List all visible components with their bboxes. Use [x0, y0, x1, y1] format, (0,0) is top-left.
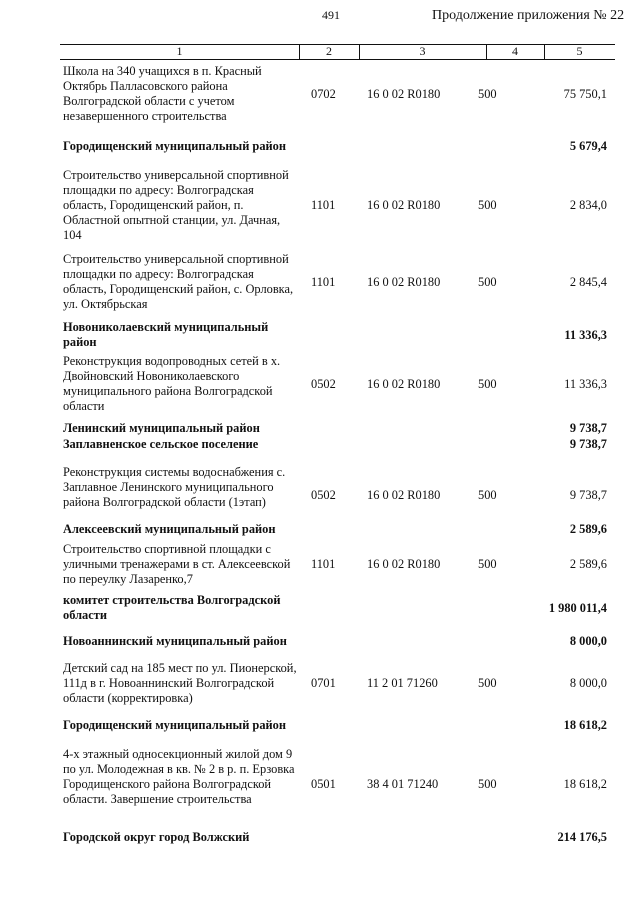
expense-type-code: 500: [478, 198, 497, 212]
section-code: 0702: [311, 86, 336, 101]
group-name: Городищенский муниципальный район: [63, 139, 286, 153]
item-name: Детский сад на 185 мест по ул. Пионерской, 111д в г. Новоаннинский Волгоградской области (корректировка): [63, 661, 297, 705]
column-header-4: 4: [512, 44, 518, 58]
amount-value: 2 589,6: [569, 522, 607, 536]
amount-value: 1 980 011,4: [548, 600, 607, 615]
amount-value: 75 750,1: [563, 86, 607, 101]
section-code: 1101: [311, 557, 336, 571]
amount-value: 9 738,7: [569, 437, 607, 451]
section-code: 0701: [311, 676, 336, 690]
column-header-1: 1: [176, 44, 183, 58]
expense-type-code: 500: [478, 777, 497, 791]
target-article-code: 16 0 02 R0180: [367, 557, 441, 571]
expense-type-code: 500: [478, 676, 497, 690]
amount-value: 2 589,6: [569, 557, 607, 571]
item-name: Строительство универсальной спортивной площадки по адресу: Волгоградская область, Городищенский район, п. Областной опытной станции, ул. Дачная, 104: [63, 168, 289, 242]
target-article-code: 16 0 02 R0180: [367, 376, 441, 391]
section-code: 0502: [311, 376, 336, 391]
column-header-3: 3: [419, 44, 426, 58]
item-name: Строительство спортивной площадки с уличными тренажерами в ст. Алексеевской по переулку Лазаренко,7: [63, 542, 291, 586]
section-code: 0501: [311, 777, 336, 791]
expense-type-code: 500: [478, 557, 497, 571]
page-number: 491: [322, 8, 340, 22]
amount-value: 2 845,4: [569, 274, 607, 289]
target-article-code: 16 0 02 R0180: [367, 487, 441, 502]
section-code: 0502: [311, 487, 336, 502]
group-name: Алексеевский муниципальный район: [63, 522, 276, 536]
expense-type-code: 500: [478, 274, 497, 289]
amount-value: 18 618,2: [563, 718, 607, 732]
group-name: Ленинский муниципальный район: [63, 421, 260, 435]
expense-type-code: 500: [478, 487, 497, 502]
expense-type-code: 500: [478, 86, 497, 101]
group-name: Новониколаевский муниципальный район: [63, 320, 269, 349]
amount-value: 8 000,0: [569, 634, 607, 648]
item-name: 4-х этажный односекционный жилой дом 9 по ул. Молодежная в кв. № 2 в р. п. Ерзовка Городищенского района Волгоградской области. Завершение строительства: [63, 747, 295, 806]
section-code: 1101: [311, 198, 336, 212]
target-article-code: 38 4 01 71240: [367, 777, 439, 791]
amount-value: 8 000,0: [569, 676, 607, 690]
target-article-code: 16 0 02 R0180: [367, 274, 441, 289]
group-name: Новоаннинский муниципальный район: [63, 634, 287, 648]
amount-value: 214 176,5: [557, 830, 607, 844]
amount-value: 9 738,7: [569, 421, 607, 435]
item-name: Реконструкция водопроводных сетей в х. Двойновский Новониколаевского муниципального района Волгоградской области: [63, 354, 281, 413]
section-code: 1101: [311, 274, 336, 289]
expense-type-code: 500: [478, 376, 497, 391]
amount-value: 11 336,3: [564, 376, 607, 391]
item-name: Реконструкция системы водоснабжения с. Заплавное Ленинского муниципального района Волгоградской области (1этап): [63, 465, 286, 509]
group-name: комитет строительства Волгоградской области: [63, 593, 281, 622]
group-name: Городской округ город Волжский: [63, 830, 250, 844]
target-article-code: 16 0 02 R0180: [367, 86, 441, 101]
amount-value: 18 618,2: [563, 777, 607, 791]
target-article-code: 11 2 01 71260: [367, 676, 438, 690]
item-name: Строительство универсальной спортивной площадки по адресу: Волгоградская область, Городищенский район, с. Орловка, ул. Октябрьская: [63, 252, 294, 311]
group-name: Заплавненское сельское поселение: [63, 437, 259, 451]
column-number-header: [60, 44, 615, 60]
amount-value: 2 834,0: [569, 198, 607, 212]
group-name: Городищенский муниципальный район: [63, 718, 286, 732]
amount-value: 9 738,7: [569, 487, 607, 502]
target-article-code: 16 0 02 R0180: [367, 198, 441, 212]
continuation-title: Продолжение приложения № 22: [432, 8, 625, 23]
item-name: Школа на 340 учащихся в п. Красный Октябрь Палласовского района Волгоградской области с учетом незавершенного строительства: [63, 64, 262, 123]
amount-value: 5 679,4: [569, 139, 607, 153]
amount-value: 11 336,3: [564, 327, 607, 342]
column-header-2: 2: [326, 44, 332, 58]
column-header-5: 5: [576, 44, 583, 58]
